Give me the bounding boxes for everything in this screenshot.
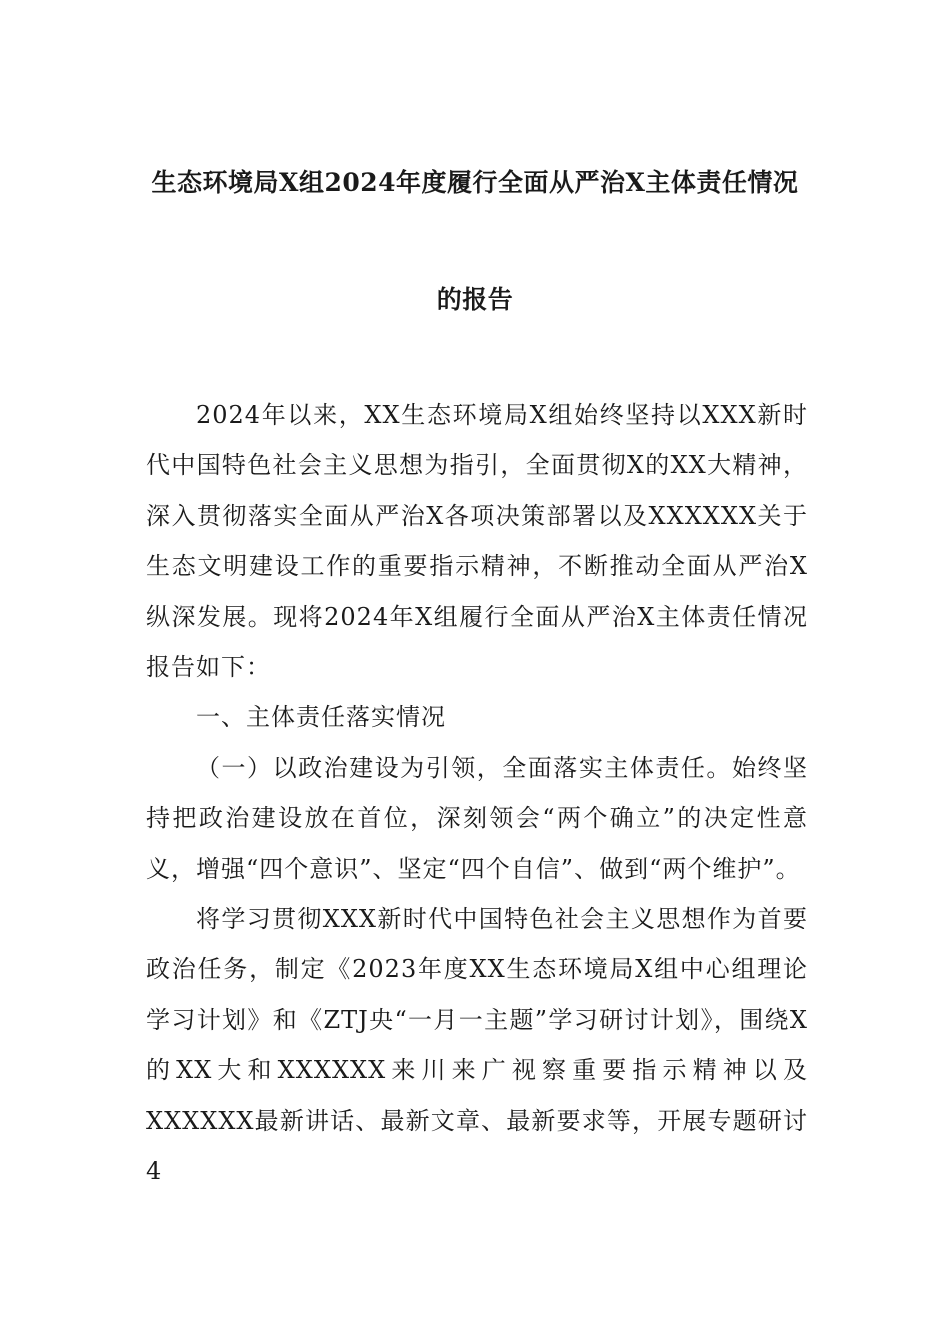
document-title-line-1: 生态环境局X组2024年度履行全面从严治X主体责任情况 — [151, 168, 799, 197]
intro-paragraph: 2024年以来，XX生态环境局X组始终坚持以XXX新时代中国特色社会主义思想为指引，全面贯彻X的XX大精神，深入贯彻落实全面从严治X各项决策部署以及XXXXXX关于生态文明建设工作的重要指示精神，不断推动全面从严治X纵深发展。现将2024年X组履行全面从严治X主体责任情况报告如下： — [146, 401, 808, 682]
subsection-paragraph-1: （一）以政治建设为引领，全面落实主体责任。始终坚持把政治建设放在首位，深刻领会“两个确立”的决定性意义，增强“四个意识”、坚定“四个自信”、做到“两个维护”。 — [146, 753, 808, 883]
section-heading-1: 一、主体责任落实情况 — [196, 703, 446, 732]
document-body — [146, 390, 808, 1197]
document-title-line-2: 的报告 — [436, 285, 514, 314]
study-paragraph: 将学习贯彻XXX新时代中国特色社会主义思想作为首要政治任务，制定《2023年度XX生态环境局X组中心组理论学习计划》和《ZTJ央“一月一主题”学习研讨计划》，围绕X的XX大和XXXXXX来川来广视察重要指示精神以及XXXXXX最新讲话、最新文章、最新要求等，开展专题研讨4 — [146, 905, 808, 1186]
